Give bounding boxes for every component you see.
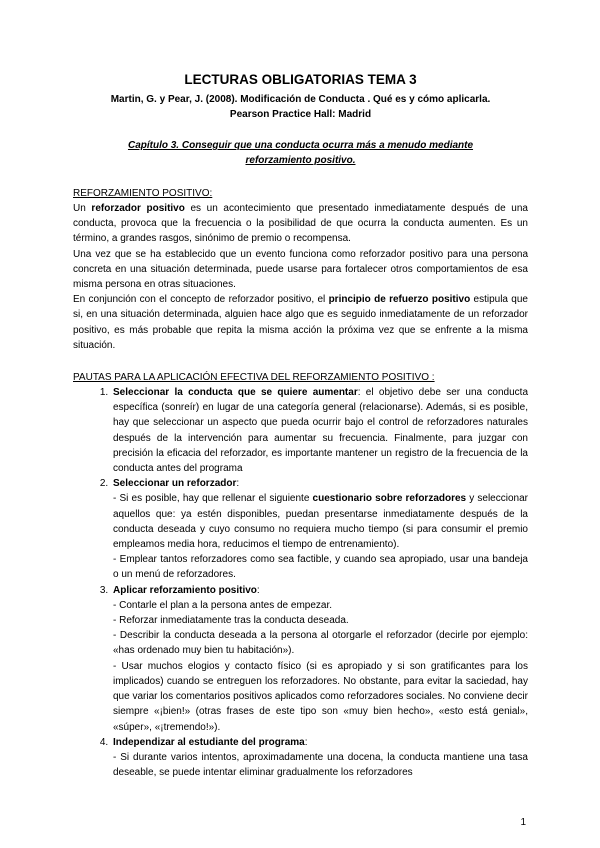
document-title: LECTURAS OBLIGATORIAS TEMA 3 xyxy=(184,72,417,87)
item-line xyxy=(113,491,528,552)
page-number: 1 xyxy=(520,817,526,828)
text-run: es un acontecimiento que presentado inmediatamente después de una conducta, provoca que la frecuencia o la posibilidad de que ocurra la conducta aumenten. Es un término, a grandes rasgos, sinónimo de premio o recompensa. xyxy=(73,203,528,245)
item-line: - Reforzar inmediatamente tras la conducta deseada. xyxy=(113,615,349,627)
chapter-heading xyxy=(73,138,528,168)
chapter-heading-line-1: Capítulo 3. Conseguir que una conducta ocurra más a menudo mediante xyxy=(127,140,474,151)
text-run: estipula que si, en una situación determinada, alguien hace algo que es seguido inmediatamente de un reforzador positivo, es más probable que repita la misma acción la próxima vez que se enfrente a la misma situación. xyxy=(73,294,528,351)
item-heading: Seleccionar la conducta que se quiere aumentar xyxy=(113,387,358,399)
item-colon: : xyxy=(236,478,240,490)
text-run: Un xyxy=(73,203,92,214)
item-heading: Independizar al estudiante del programa xyxy=(113,736,305,748)
item-heading: Seleccionar un reforzador xyxy=(113,478,237,490)
paragraph-principle xyxy=(73,292,528,353)
guidelines-list xyxy=(73,385,528,780)
list-item xyxy=(111,385,528,476)
text-run: - Si es posible, hay que rellenar el siguiente xyxy=(113,493,313,505)
item-heading: Aplicar reforzamiento positivo xyxy=(113,584,257,596)
paragraph-generalization: Una vez que se ha establecido que un evento funciona como reforzador positivo para una persona concreta en una situación determinada, puede usarse para fortalecer otros comportamientos de esa misma persona en otras situaciones. xyxy=(73,248,528,291)
reference-line-1: Martin, G. y Pear, J. (2008). Modificación de Conducta . Qué es y cómo aplicarla. xyxy=(110,94,491,105)
item-line: - Si durante varios intentos, aproximadamente una docena, la conducta mantiene una tasa deseable, se puede intentar eliminar gradualmente los reforzadores xyxy=(113,751,528,779)
bold-term: reforzador positivo xyxy=(91,203,185,214)
item-line: - Usar muchos elogios y contacto físico (si es apropiado y si son gratificantes para los implicados) cuando se entreguen los reforzadores. No obstante, para evitar la saciedad, hay que variar los comentarios positivos aplicados como reforzadores sociales. No conviene decir siempre «¡bien!» (otras frases de este tipo son «muy bien hecho», «esto está genial», «súper», «¡tremendo!»). xyxy=(113,660,528,733)
reference-line-2: Pearson Practice Hall: Madrid xyxy=(229,109,372,120)
item-line: - Describir la conducta deseada a la persona al otorgarle el reforzador (decirle por ejemplo: «has ordenado muy bien tu habitación»). xyxy=(113,630,528,657)
item-colon: : xyxy=(304,736,308,748)
bold-term: cuestionario sobre reforzadores xyxy=(312,493,467,505)
paragraph-definition xyxy=(73,201,528,247)
item-text: : el objetivo debe ser una conducta específica (sonreír) en lugar de una categoría general (relacionarse). Además, si es posible, hay que seleccionar un aspecto que pueda ocurrir bajo el control de reforzadores naturales después de la intervención para aumentar su frecuencia. Finalmente, para juzgar con precisión la eficacia del reforzador, es importante mantener un registro de la frecuencia de la conducta antes del programa xyxy=(113,387,529,475)
text-run: En conjunción con el concepto de reforzador positivo, el xyxy=(73,294,329,306)
list-item xyxy=(111,735,528,781)
section-heading-pautas: PAUTAS PARA LA APLICACIÓN EFECTIVA DEL REFORZAMIENTO POSITIVO : xyxy=(73,372,435,384)
bold-term: principio de refuerzo positivo xyxy=(328,294,471,306)
list-item xyxy=(111,476,528,582)
text-run: y seleccionar aquellos que: ya estén disponibles, puedan presentarse inmediatamente después de la conducta deseada y cuyo consumo no requiera mucho tiempo (si para consumir el premio empleamos media hora, reducimos el tiempo de entrenamiento). xyxy=(113,493,528,551)
list-item xyxy=(111,583,528,735)
item-line: - Contarle el plan a la persona antes de empezar. xyxy=(113,599,333,611)
page-content xyxy=(73,72,528,780)
item-line: - Emplear tantos reforzadores como sea factible, y cuando sea apropiado, usar una bandeja o un menú de reforzadores. xyxy=(113,554,528,581)
chapter-heading-line-2: reforzamiento positivo. xyxy=(245,155,356,166)
section-heading-reforzamiento: REFORZAMIENTO POSITIVO: xyxy=(73,188,213,199)
item-colon: : xyxy=(256,584,260,596)
